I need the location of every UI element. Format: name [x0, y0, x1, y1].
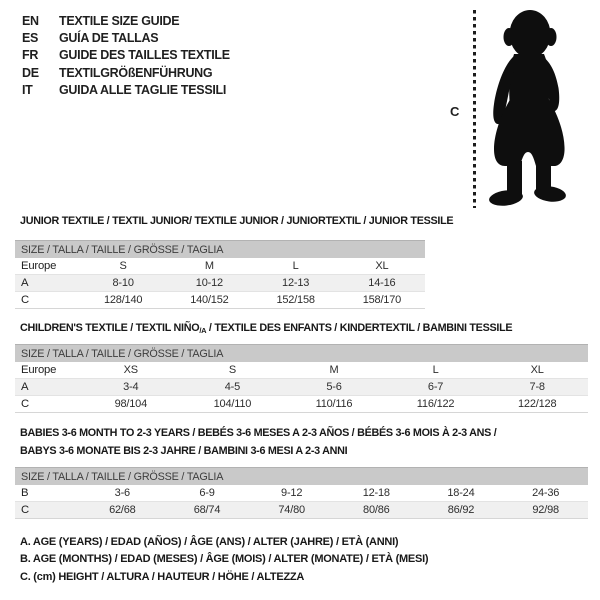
row-label: Europe: [21, 260, 57, 272]
cell: L: [292, 260, 299, 272]
table-row: [15, 292, 425, 309]
table-header-size: SIZE / TALLA / TAILLE / GRÖSSE / TAGLIA: [15, 345, 588, 363]
section-title-text: / TEXTILE DES ENFANTS / KINDERTEXTIL / BAMBINI TESSILE: [206, 322, 513, 334]
cell: 4-5: [224, 381, 241, 393]
row-label: C: [21, 294, 29, 306]
language-code: IT: [22, 82, 33, 97]
cell: 10-12: [195, 277, 223, 289]
legend-line-c: C. (cm) HEIGHT / ALTURA / HAUTEUR / HÖHE / ALTEZZA: [20, 570, 305, 583]
cell: 110/116: [315, 398, 353, 410]
cell: 74/80: [278, 504, 305, 516]
cell: M: [329, 364, 339, 376]
cell: 6-9: [199, 487, 215, 499]
cell: 86/92: [447, 504, 475, 516]
baby-silhouette-icon: [484, 6, 584, 208]
section-title-line2: BABYS 3-6 MONATE BIS 2-3 JAHRE / BAMBINI 3-6 MESI A 2-3 ANNI: [20, 445, 348, 457]
cell: 3-6: [114, 487, 130, 499]
row-label: B: [21, 487, 29, 499]
table-header-size: SIZE / TALLA / TAILLE / GRÖSSE / TAGLIA: [15, 241, 425, 259]
language-row-es: [22, 30, 230, 47]
cell: L: [432, 364, 439, 376]
table-row: [15, 379, 588, 396]
table-row: [15, 362, 588, 379]
row-label: Europe: [21, 364, 57, 376]
section-title-subscript: /A: [199, 326, 207, 335]
language-title: GUÍA DE TALLAS: [59, 31, 159, 46]
cell: 7-8: [529, 381, 545, 393]
table-row: [15, 258, 425, 275]
row-label: A: [21, 277, 29, 289]
section-title-text: CHILDREN'S TEXTILE / TEXTIL NIÑO: [20, 322, 200, 334]
cell: 5-6: [326, 381, 342, 393]
height-measure-label: C: [450, 104, 460, 119]
section-title-junior: [20, 212, 453, 230]
cell: 68/74: [193, 504, 221, 516]
language-title: GUIDE DES TAILLES TEXTILE: [59, 48, 230, 63]
row-label: C: [21, 504, 29, 516]
table-row: [15, 485, 588, 502]
table-row: [15, 275, 425, 292]
cell: M: [204, 260, 214, 272]
cell: 9-12: [281, 487, 303, 499]
row-label: A: [21, 381, 29, 393]
language-title-list: [22, 13, 230, 99]
legend-line-a: A. AGE (YEARS) / EDAD (AÑOS) / ÂGE (ANS) / ALTER (JAHRE) / ETÀ (ANNI): [20, 536, 399, 548]
cell: 24-36: [532, 487, 560, 499]
cell: XL: [375, 260, 389, 272]
section-title-text: JUNIOR TEXTILE / TEXTIL JUNIOR/ TEXTILE JUNIOR / JUNIORTEXTIL / JUNIOR TESSILE: [20, 215, 454, 227]
cell: S: [228, 364, 236, 376]
language-code: DE: [22, 65, 39, 80]
cell: 104/110: [213, 398, 252, 410]
cell: 98/104: [114, 398, 148, 410]
cell: 128/140: [103, 294, 143, 306]
language-title: TEXTILE SIZE GUIDE: [59, 14, 180, 28]
language-title: GUIDA ALLE TAGLIE TESSILI: [59, 82, 227, 97]
cell: 14-16: [368, 277, 396, 289]
cell: 122/128: [518, 398, 557, 410]
section-title-babies: [20, 424, 496, 460]
table-header-size: SIZE / TALLA / TAILLE / GRÖSSE / TAGLIA: [15, 468, 588, 486]
language-code: EN: [22, 14, 39, 28]
row-label: C: [21, 398, 29, 410]
language-row-fr: [22, 47, 230, 64]
cell: XS: [123, 364, 138, 376]
cell: 152/158: [276, 294, 315, 306]
cell: 12-13: [282, 277, 310, 289]
cell: 18-24: [447, 487, 475, 499]
junior-size-table: [15, 240, 425, 309]
language-row-de: [22, 65, 230, 82]
cell: 92/98: [532, 504, 559, 516]
cell: 6-7: [427, 381, 444, 393]
section-title-children: [20, 319, 512, 340]
table-row: [15, 502, 588, 519]
cell: 3-4: [123, 381, 139, 393]
cell: 12-18: [362, 487, 390, 499]
cell: 80/86: [363, 504, 390, 516]
language-title: TEXTILGRÖßENFÜHRUNG: [59, 65, 213, 80]
section-title-line1: BABIES 3-6 MONTH TO 2-3 YEARS / BEBÉS 3-6 MESES A 2-3 AÑOS / BÉBÉS 3-6 MOIS À 2-3 ANS /: [20, 427, 497, 439]
language-code: FR: [22, 48, 39, 63]
children-size-table: [15, 344, 588, 413]
cell: 158/170: [362, 294, 402, 306]
height-figure: [440, 4, 600, 210]
language-code: ES: [22, 31, 39, 46]
language-row-en: [22, 13, 230, 30]
legend-line-b: B. AGE (MONTHS) / EDAD (MESES) / ÂGE (MOIS) / ALTER (MONATE) / ETÀ (MESI): [20, 553, 429, 566]
cell: 140/152: [190, 294, 229, 306]
cell: S: [119, 260, 127, 272]
height-dotted-line: [473, 10, 476, 208]
table-row: [15, 396, 588, 413]
cell: 116/122: [416, 398, 455, 410]
cell: 8-10: [112, 277, 134, 289]
measure-legend: [20, 534, 428, 586]
language-row-it: [22, 82, 230, 99]
cell: XL: [530, 364, 544, 376]
cell: 62/68: [109, 504, 136, 516]
babies-size-table: [15, 467, 588, 519]
